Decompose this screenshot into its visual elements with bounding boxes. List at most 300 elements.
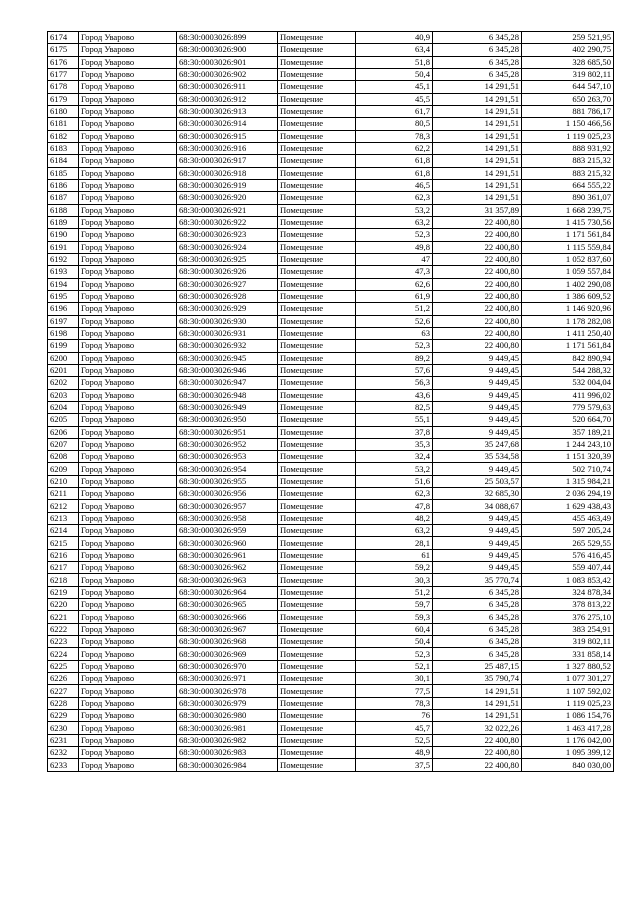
settlement-name-cell: Город Уварово	[79, 105, 177, 117]
object-type-cell: Помещение	[278, 340, 356, 352]
cadastral-number-cell: 68:30:0003026:951	[177, 426, 278, 438]
cadastral-number-cell: 68:30:0003026:954	[177, 463, 278, 475]
table-row	[48, 364, 614, 376]
cadastral-number-cell: 68:30:0003026:978	[177, 685, 278, 697]
cadastral-number-cell: 68:30:0003026:947	[177, 377, 278, 389]
object-type-cell: Помещение	[278, 290, 356, 302]
object-type-cell: Помещение	[278, 710, 356, 722]
settlement-name-cell: Город Уварово	[79, 192, 177, 204]
table-body	[48, 32, 614, 772]
row-number-cell: 6211	[48, 488, 79, 500]
row-number-cell: 6192	[48, 253, 79, 265]
cadastral-value-cell: 1 171 561,84	[522, 340, 614, 352]
specific-value-cell: 6 345,28	[433, 68, 522, 80]
object-type-cell: Помещение	[278, 130, 356, 142]
table-row	[48, 130, 614, 142]
cadastral-value-cell: 319 802,11	[522, 636, 614, 648]
object-type-cell: Помещение	[278, 278, 356, 290]
table-row	[48, 105, 614, 117]
cadastral-value-cell: 1 176 042,00	[522, 734, 614, 746]
settlement-name-cell: Город Уварово	[79, 278, 177, 290]
row-number-cell: 6190	[48, 229, 79, 241]
row-number-cell: 6213	[48, 512, 79, 524]
specific-value-cell: 14 291,51	[433, 155, 522, 167]
cadastral-value-cell: 1 402 290,08	[522, 278, 614, 290]
table-row	[48, 167, 614, 179]
object-type-cell: Помещение	[278, 488, 356, 500]
row-number-cell: 6175	[48, 44, 79, 56]
area-cell: 61,7	[356, 105, 433, 117]
table-row	[48, 377, 614, 389]
cadastral-value-cell: 383 254,91	[522, 623, 614, 635]
area-cell: 35,3	[356, 438, 433, 450]
settlement-name-cell: Город Уварово	[79, 537, 177, 549]
row-number-cell: 6181	[48, 118, 79, 130]
table-row	[48, 562, 614, 574]
specific-value-cell: 35 770,74	[433, 574, 522, 586]
object-type-cell: Помещение	[278, 327, 356, 339]
cadastral-value-cell: 1 415 730,56	[522, 216, 614, 228]
settlement-name-cell: Город Уварово	[79, 377, 177, 389]
table-row	[48, 216, 614, 228]
row-number-cell: 6230	[48, 722, 79, 734]
cadastral-number-cell: 68:30:0003026:958	[177, 512, 278, 524]
table-row	[48, 68, 614, 80]
area-cell: 47,3	[356, 266, 433, 278]
table-row	[48, 537, 614, 549]
specific-value-cell: 35 790,74	[433, 673, 522, 685]
cadastral-value-cell: 840 030,00	[522, 759, 614, 771]
specific-value-cell: 6 345,28	[433, 599, 522, 611]
object-type-cell: Помещение	[278, 562, 356, 574]
settlement-name-cell: Город Уварово	[79, 389, 177, 401]
table-row	[48, 32, 614, 44]
cadastral-value-cell: 883 215,32	[522, 167, 614, 179]
specific-value-cell: 9 449,45	[433, 401, 522, 413]
specific-value-cell: 22 400,80	[433, 327, 522, 339]
cadastral-value-cell: 1 171 561,84	[522, 229, 614, 241]
specific-value-cell: 35 247,68	[433, 438, 522, 450]
cadastral-number-cell: 68:30:0003026:971	[177, 673, 278, 685]
settlement-name-cell: Город Уварово	[79, 426, 177, 438]
table-row	[48, 673, 614, 685]
area-cell: 51,8	[356, 56, 433, 68]
object-type-cell: Помещение	[278, 32, 356, 44]
specific-value-cell: 22 400,80	[433, 253, 522, 265]
area-cell: 45,1	[356, 81, 433, 93]
row-number-cell: 6195	[48, 290, 79, 302]
row-number-cell: 6179	[48, 93, 79, 105]
cadastral-value-cell: 1 107 592,02	[522, 685, 614, 697]
settlement-name-cell: Город Уварово	[79, 697, 177, 709]
cadastral-number-cell: 68:30:0003026:919	[177, 179, 278, 191]
specific-value-cell: 14 291,51	[433, 179, 522, 191]
settlement-name-cell: Город Уварово	[79, 574, 177, 586]
settlement-name-cell: Город Уварово	[79, 611, 177, 623]
cadastral-value-cell: 1 086 154,76	[522, 710, 614, 722]
table-row	[48, 475, 614, 487]
cadastral-number-cell: 68:30:0003026:914	[177, 118, 278, 130]
table-row	[48, 512, 614, 524]
cadastral-value-cell: 1 119 025,23	[522, 130, 614, 142]
specific-value-cell: 6 345,28	[433, 623, 522, 635]
specific-value-cell: 32 022,26	[433, 722, 522, 734]
area-cell: 78,3	[356, 697, 433, 709]
area-cell: 43,6	[356, 389, 433, 401]
settlement-name-cell: Город Уварово	[79, 352, 177, 364]
area-cell: 89,2	[356, 352, 433, 364]
specific-value-cell: 9 449,45	[433, 562, 522, 574]
settlement-name-cell: Город Уварово	[79, 327, 177, 339]
row-number-cell: 6194	[48, 278, 79, 290]
object-type-cell: Помещение	[278, 266, 356, 278]
row-number-cell: 6216	[48, 549, 79, 561]
object-type-cell: Помещение	[278, 438, 356, 450]
cadastral-number-cell: 68:30:0003026:945	[177, 352, 278, 364]
row-number-cell: 6224	[48, 648, 79, 660]
area-cell: 53,2	[356, 204, 433, 216]
object-type-cell: Помещение	[278, 364, 356, 376]
area-cell: 62,6	[356, 278, 433, 290]
row-number-cell: 6182	[48, 130, 79, 142]
settlement-name-cell: Город Уварово	[79, 463, 177, 475]
area-cell: 62,2	[356, 142, 433, 154]
specific-value-cell: 14 291,51	[433, 130, 522, 142]
area-cell: 59,3	[356, 611, 433, 623]
table-row	[48, 438, 614, 450]
object-type-cell: Помещение	[278, 315, 356, 327]
table-row	[48, 488, 614, 500]
table-row	[48, 500, 614, 512]
specific-value-cell: 9 449,45	[433, 414, 522, 426]
cadastral-value-cell: 1 077 301,27	[522, 673, 614, 685]
cadastral-number-cell: 68:30:0003026:902	[177, 68, 278, 80]
table-row	[48, 142, 614, 154]
area-cell: 50,4	[356, 636, 433, 648]
settlement-name-cell: Город Уварово	[79, 68, 177, 80]
cadastral-number-cell: 68:30:0003026:920	[177, 192, 278, 204]
specific-value-cell: 25 487,15	[433, 660, 522, 672]
cadastral-table	[47, 31, 614, 772]
area-cell: 61,9	[356, 290, 433, 302]
settlement-name-cell: Город Уварово	[79, 44, 177, 56]
table-row	[48, 303, 614, 315]
row-number-cell: 6197	[48, 315, 79, 327]
settlement-name-cell: Город Уварово	[79, 167, 177, 179]
specific-value-cell: 9 449,45	[433, 512, 522, 524]
table-row	[48, 636, 614, 648]
table-row	[48, 44, 614, 56]
table-row	[48, 340, 614, 352]
object-type-cell: Помещение	[278, 525, 356, 537]
area-cell: 49,8	[356, 241, 433, 253]
cadastral-value-cell: 664 555,22	[522, 179, 614, 191]
cadastral-number-cell: 68:30:0003026:961	[177, 549, 278, 561]
settlement-name-cell: Город Уварово	[79, 32, 177, 44]
specific-value-cell: 22 400,80	[433, 229, 522, 241]
area-cell: 80,5	[356, 118, 433, 130]
row-number-cell: 6198	[48, 327, 79, 339]
settlement-name-cell: Город Уварово	[79, 722, 177, 734]
object-type-cell: Помещение	[278, 241, 356, 253]
table-row	[48, 574, 614, 586]
settlement-name-cell: Город Уварово	[79, 525, 177, 537]
settlement-name-cell: Город Уварово	[79, 759, 177, 771]
table-row	[48, 759, 614, 771]
area-cell: 52,3	[356, 229, 433, 241]
object-type-cell: Помещение	[278, 734, 356, 746]
object-type-cell: Помещение	[278, 204, 356, 216]
area-cell: 45,7	[356, 722, 433, 734]
specific-value-cell: 9 449,45	[433, 525, 522, 537]
area-cell: 77,5	[356, 685, 433, 697]
cadastral-number-cell: 68:30:0003026:980	[177, 710, 278, 722]
row-number-cell: 6229	[48, 710, 79, 722]
specific-value-cell: 6 345,28	[433, 44, 522, 56]
object-type-cell: Помещение	[278, 673, 356, 685]
settlement-name-cell: Город Уварово	[79, 179, 177, 191]
cadastral-number-cell: 68:30:0003026:899	[177, 32, 278, 44]
row-number-cell: 6187	[48, 192, 79, 204]
settlement-name-cell: Город Уварово	[79, 93, 177, 105]
specific-value-cell: 22 400,80	[433, 266, 522, 278]
row-number-cell: 6212	[48, 500, 79, 512]
cadastral-value-cell: 1 115 559,84	[522, 241, 614, 253]
settlement-name-cell: Город Уварово	[79, 130, 177, 142]
cadastral-number-cell: 68:30:0003026:918	[177, 167, 278, 179]
table-row	[48, 697, 614, 709]
object-type-cell: Помещение	[278, 352, 356, 364]
table-row	[48, 81, 614, 93]
area-cell: 60,4	[356, 623, 433, 635]
settlement-name-cell: Город Уварово	[79, 488, 177, 500]
object-type-cell: Помещение	[278, 81, 356, 93]
cadastral-number-cell: 68:30:0003026:970	[177, 660, 278, 672]
settlement-name-cell: Город Уварово	[79, 586, 177, 598]
row-number-cell: 6177	[48, 68, 79, 80]
cadastral-value-cell: 1 146 920,96	[522, 303, 614, 315]
object-type-cell: Помещение	[278, 377, 356, 389]
object-type-cell: Помещение	[278, 549, 356, 561]
table-row	[48, 747, 614, 759]
cadastral-number-cell: 68:30:0003026:913	[177, 105, 278, 117]
specific-value-cell: 22 400,80	[433, 216, 522, 228]
settlement-name-cell: Город Уварово	[79, 549, 177, 561]
cadastral-number-cell: 68:30:0003026:982	[177, 734, 278, 746]
row-number-cell: 6222	[48, 623, 79, 635]
area-cell: 51,2	[356, 586, 433, 598]
area-cell: 48,2	[356, 512, 433, 524]
cadastral-number-cell: 68:30:0003026:949	[177, 401, 278, 413]
cadastral-number-cell: 68:30:0003026:932	[177, 340, 278, 352]
row-number-cell: 6207	[48, 438, 79, 450]
object-type-cell: Помещение	[278, 303, 356, 315]
object-type-cell: Помещение	[278, 722, 356, 734]
cadastral-number-cell: 68:30:0003026:984	[177, 759, 278, 771]
area-cell: 52,5	[356, 734, 433, 746]
object-type-cell: Помещение	[278, 747, 356, 759]
area-cell: 78,3	[356, 130, 433, 142]
row-number-cell: 6184	[48, 155, 79, 167]
cadastral-value-cell: 331 858,14	[522, 648, 614, 660]
table-row	[48, 253, 614, 265]
cadastral-value-cell: 265 529,55	[522, 537, 614, 549]
object-type-cell: Помещение	[278, 93, 356, 105]
object-type-cell: Помещение	[278, 586, 356, 598]
object-type-cell: Помещение	[278, 537, 356, 549]
cadastral-number-cell: 68:30:0003026:926	[177, 266, 278, 278]
cadastral-number-cell: 68:30:0003026:921	[177, 204, 278, 216]
cadastral-value-cell: 1 386 609,52	[522, 290, 614, 302]
table-row	[48, 179, 614, 191]
object-type-cell: Помещение	[278, 414, 356, 426]
table-row	[48, 93, 614, 105]
settlement-name-cell: Город Уварово	[79, 623, 177, 635]
row-number-cell: 6174	[48, 32, 79, 44]
object-type-cell: Помещение	[278, 660, 356, 672]
cadastral-number-cell: 68:30:0003026:957	[177, 500, 278, 512]
settlement-name-cell: Город Уварово	[79, 599, 177, 611]
area-cell: 30,1	[356, 673, 433, 685]
table-row	[48, 315, 614, 327]
cadastral-number-cell: 68:30:0003026:900	[177, 44, 278, 56]
cadastral-number-cell: 68:30:0003026:901	[177, 56, 278, 68]
object-type-cell: Помещение	[278, 574, 356, 586]
area-cell: 63,2	[356, 216, 433, 228]
cadastral-value-cell: 376 275,10	[522, 611, 614, 623]
table-row	[48, 290, 614, 302]
settlement-name-cell: Город Уварово	[79, 685, 177, 697]
settlement-name-cell: Город Уварово	[79, 216, 177, 228]
row-number-cell: 6200	[48, 352, 79, 364]
specific-value-cell: 14 291,51	[433, 142, 522, 154]
table-row	[48, 648, 614, 660]
settlement-name-cell: Город Уварово	[79, 734, 177, 746]
cadastral-value-cell: 881 786,17	[522, 105, 614, 117]
row-number-cell: 6225	[48, 660, 79, 672]
area-cell: 57,6	[356, 364, 433, 376]
cadastral-number-cell: 68:30:0003026:916	[177, 142, 278, 154]
cadastral-value-cell: 597 205,24	[522, 525, 614, 537]
cadastral-value-cell: 532 004,04	[522, 377, 614, 389]
cadastral-number-cell: 68:30:0003026:968	[177, 636, 278, 648]
specific-value-cell: 9 449,45	[433, 364, 522, 376]
cadastral-value-cell: 378 813,22	[522, 599, 614, 611]
cadastral-value-cell: 544 288,32	[522, 364, 614, 376]
cadastral-value-cell: 1 244 243,10	[522, 438, 614, 450]
table-row	[48, 229, 614, 241]
object-type-cell: Помещение	[278, 216, 356, 228]
specific-value-cell: 6 345,28	[433, 636, 522, 648]
specific-value-cell: 35 534,58	[433, 451, 522, 463]
object-type-cell: Помещение	[278, 636, 356, 648]
area-cell: 62,3	[356, 192, 433, 204]
specific-value-cell: 6 345,28	[433, 56, 522, 68]
cadastral-value-cell: 1 315 984,21	[522, 475, 614, 487]
table-row	[48, 685, 614, 697]
area-cell: 47	[356, 253, 433, 265]
area-cell: 63,4	[356, 44, 433, 56]
table-row	[48, 266, 614, 278]
table-row	[48, 426, 614, 438]
table-row	[48, 204, 614, 216]
area-cell: 45,5	[356, 93, 433, 105]
specific-value-cell: 9 449,45	[433, 537, 522, 549]
cadastral-value-cell: 1 178 282,08	[522, 315, 614, 327]
specific-value-cell: 22 400,80	[433, 278, 522, 290]
row-number-cell: 6193	[48, 266, 79, 278]
settlement-name-cell: Город Уварово	[79, 204, 177, 216]
cadastral-number-cell: 68:30:0003026:915	[177, 130, 278, 142]
settlement-name-cell: Город Уварово	[79, 475, 177, 487]
object-type-cell: Помещение	[278, 44, 356, 56]
object-type-cell: Помещение	[278, 648, 356, 660]
object-type-cell: Помещение	[278, 500, 356, 512]
object-type-cell: Помещение	[278, 697, 356, 709]
cadastral-number-cell: 68:30:0003026:981	[177, 722, 278, 734]
row-number-cell: 6185	[48, 167, 79, 179]
row-number-cell: 6210	[48, 475, 79, 487]
cadastral-number-cell: 68:30:0003026:960	[177, 537, 278, 549]
row-number-cell: 6232	[48, 747, 79, 759]
area-cell: 63,2	[356, 525, 433, 537]
row-number-cell: 6199	[48, 340, 79, 352]
table-row	[48, 463, 614, 475]
specific-value-cell: 6 345,28	[433, 586, 522, 598]
cadastral-value-cell: 1 327 880,52	[522, 660, 614, 672]
table-row	[48, 599, 614, 611]
area-cell: 50,4	[356, 68, 433, 80]
cadastral-value-cell: 890 361,07	[522, 192, 614, 204]
row-number-cell: 6206	[48, 426, 79, 438]
area-cell: 40,9	[356, 32, 433, 44]
cadastral-number-cell: 68:30:0003026:969	[177, 648, 278, 660]
row-number-cell: 6215	[48, 537, 79, 549]
row-number-cell: 6223	[48, 636, 79, 648]
object-type-cell: Помещение	[278, 475, 356, 487]
cadastral-value-cell: 650 263,70	[522, 93, 614, 105]
cadastral-number-cell: 68:30:0003026:952	[177, 438, 278, 450]
cadastral-value-cell: 1 463 417,28	[522, 722, 614, 734]
row-number-cell: 6228	[48, 697, 79, 709]
settlement-name-cell: Город Уварово	[79, 303, 177, 315]
object-type-cell: Помещение	[278, 192, 356, 204]
specific-value-cell: 31 357,89	[433, 204, 522, 216]
settlement-name-cell: Город Уварово	[79, 673, 177, 685]
cadastral-number-cell: 68:30:0003026:964	[177, 586, 278, 598]
area-cell: 61,8	[356, 167, 433, 179]
cadastral-value-cell: 1 052 837,60	[522, 253, 614, 265]
settlement-name-cell: Город Уварово	[79, 660, 177, 672]
row-number-cell: 6203	[48, 389, 79, 401]
specific-value-cell: 22 400,80	[433, 747, 522, 759]
table-row	[48, 278, 614, 290]
cadastral-value-cell: 644 547,10	[522, 81, 614, 93]
specific-value-cell: 14 291,51	[433, 697, 522, 709]
cadastral-value-cell: 559 407,44	[522, 562, 614, 574]
area-cell: 52,1	[356, 660, 433, 672]
object-type-cell: Помещение	[278, 167, 356, 179]
settlement-name-cell: Город Уварово	[79, 512, 177, 524]
object-type-cell: Помещение	[278, 155, 356, 167]
row-number-cell: 6202	[48, 377, 79, 389]
cadastral-value-cell: 324 878,34	[522, 586, 614, 598]
cadastral-value-cell: 888 931,92	[522, 142, 614, 154]
area-cell: 53,2	[356, 463, 433, 475]
area-cell: 63	[356, 327, 433, 339]
cadastral-value-cell: 411 996,02	[522, 389, 614, 401]
object-type-cell: Помещение	[278, 68, 356, 80]
